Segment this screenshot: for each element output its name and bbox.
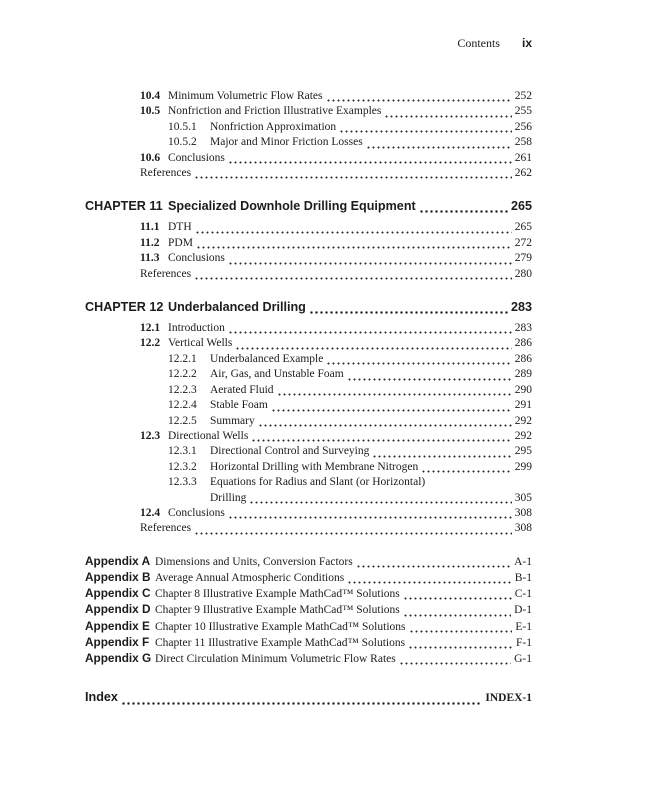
appendix-label: Appendix C: [85, 586, 151, 601]
toc-row-12-3-3-equations-for-radius-and-slant-or-horizontal: [85, 475, 532, 490]
toc-entry-title: Underbalanced Drilling: [168, 300, 306, 315]
toc-entry-number: 12.1: [140, 322, 161, 335]
toc-entry-title: Chapter 10 Illustrative Example MathCad™ Solutions: [155, 620, 406, 633]
toc-entry-number: 12.2: [140, 337, 161, 350]
dot-leader: [356, 564, 511, 568]
dot-leader: [339, 129, 512, 133]
toc-page-number: 286: [514, 352, 532, 365]
dot-leader: [384, 114, 511, 118]
toc-row-12-3-1-directional-control-and-surveying: [85, 444, 532, 459]
toc-entry-title: Average Annual Atmospheric Conditions: [155, 571, 345, 584]
dot-leader: [403, 596, 512, 600]
toc-entry-number: 12.2.1: [168, 352, 197, 365]
toc-entry-title: Stable Foam: [210, 399, 268, 412]
toc-page-number: 291: [514, 399, 532, 412]
chapter-label: CHAPTER 11: [85, 199, 163, 214]
toc-row-12-3-2-horizontal-drilling-with-membrane-nitrogen: [85, 460, 532, 475]
toc-page-number: 289: [514, 368, 532, 381]
dot-leader: [277, 392, 512, 396]
toc-page-number: 280: [514, 267, 532, 280]
dot-leader: [347, 580, 512, 584]
toc-row-references: [85, 166, 532, 181]
toc-entry-title: Chapter 9 Illustrative Example MathCad™ Solutions: [155, 604, 400, 617]
toc-row-10-5-2-major-and-minor-friction-losses: [85, 135, 532, 150]
dot-leader: [409, 629, 513, 633]
toc-page-number: 283: [514, 322, 532, 335]
toc-page-number: 258: [514, 136, 532, 149]
toc-row-appendix-f-chapter-11-illustrative-example-mathcad-solutions: [85, 635, 532, 651]
toc-page-number: F-1: [516, 636, 532, 649]
appendix-label: Appendix B: [85, 569, 151, 584]
toc-entry-number: 11.1: [140, 221, 160, 234]
toc-page-number: C-1: [514, 588, 532, 601]
toc-entry-number: 12.3: [140, 429, 161, 442]
toc-row-appendix-e-chapter-10-illustrative-example-mathcad-solutions: [85, 619, 532, 635]
running-header-title: Contents: [457, 36, 500, 50]
dot-leader: [366, 145, 512, 149]
dot-leader: [421, 469, 512, 473]
toc-page-number: 279: [514, 252, 532, 265]
toc-entry-number: 12.3.3: [168, 476, 197, 489]
dot-leader: [121, 701, 482, 705]
toc-row-appendix-d-chapter-9-illustrative-example-mathcad-solutions: [85, 602, 532, 618]
toc-entry-title: Dimensions and Units, Conversion Factors: [155, 555, 353, 568]
appendix-label: Appendix G: [85, 650, 152, 665]
toc-entry-title: Minimum Volumetric Flow Rates: [168, 90, 323, 102]
toc-entry-title: Air, Gas, and Unstable Foam: [210, 368, 344, 381]
toc-entry-number: 11.3: [140, 252, 160, 265]
dot-leader: [271, 408, 512, 412]
toc-row-12-4-conclusions: [85, 506, 532, 521]
toc-row-12-2-2-air-gas-and-unstable-foam: [85, 367, 532, 382]
toc-page-number: 308: [514, 506, 532, 519]
toc-row-appendix-g-direct-circulation-minimum-volumetric-flow-rates: [85, 651, 532, 667]
chapter-label: CHAPTER 12: [85, 300, 164, 315]
toc-entry-title: Chapter 8 Illustrative Example MathCad™ Solutions: [155, 588, 400, 601]
toc-entry-number: 10.5: [140, 105, 161, 118]
running-header: [457, 36, 532, 51]
dot-leader: [194, 276, 512, 280]
toc-row-drilling: [85, 491, 532, 506]
toc-entry-title: Nonfriction Approximation: [210, 120, 337, 133]
dot-leader: [249, 500, 511, 504]
toc-entry-title: Nonfriction and Friction Illustrative Examples: [168, 105, 382, 118]
toc-page-number: 292: [514, 429, 532, 442]
toc-row-appendix-c-chapter-8-illustrative-example-mathcad-solutions: [85, 586, 532, 602]
toc-row-appendix-b-average-annual-atmospheric-conditions: [85, 570, 532, 586]
spacer: [85, 537, 532, 554]
toc-row-12-2-5-summary: [85, 414, 532, 429]
toc-page-number: 299: [514, 460, 532, 473]
toc-row-11-3-conclusions: [85, 251, 532, 266]
toc-entry-title: Major and Minor Friction Losses: [210, 136, 363, 149]
toc-row-10-5-nonfriction-and-friction-illustrative-examples: [85, 104, 532, 119]
toc-page-number: INDEX-1: [485, 692, 532, 705]
dot-leader: [251, 438, 511, 442]
toc-entry-number: 12.3.1: [168, 445, 197, 458]
dot-leader: [399, 661, 511, 665]
dot-leader: [228, 515, 512, 519]
toc-row-chapter-11-specialized-downhole-drilling-equipment: [85, 198, 532, 215]
toc-entry-title: Conclusions: [168, 151, 225, 164]
toc-row-12-3-directional-wells: [85, 429, 532, 444]
toc-entry-number: 12.2.3: [168, 383, 197, 396]
dot-leader: [326, 98, 512, 102]
toc-entry-number: 12.2.2: [168, 368, 197, 381]
toc-entry-title: Specialized Downhole Drilling Equipment: [168, 199, 416, 214]
toc-page-number: 283: [510, 300, 532, 315]
dot-leader: [347, 377, 512, 381]
toc-row-references: [85, 521, 532, 536]
toc-page-number: 308: [514, 522, 532, 535]
dot-leader: [372, 454, 511, 458]
toc-entry-number: 12.3.2: [168, 460, 197, 473]
toc-page-number: E-1: [515, 620, 532, 633]
toc-page-number: 286: [514, 337, 532, 350]
toc-entry-number: 12.4: [140, 506, 161, 519]
toc-row-11-2-pdm: [85, 236, 532, 251]
running-header-page-number: ix: [521, 36, 532, 50]
dot-leader: [194, 175, 512, 179]
toc-page-number: 292: [514, 414, 532, 427]
appendix-label: Appendix D: [85, 602, 151, 617]
toc-row-11-1-dth: [85, 220, 532, 235]
toc-entry-title: Summary: [210, 414, 255, 427]
dot-leader: [309, 310, 508, 314]
spacer: [85, 181, 532, 198]
toc-entry-title: PDM: [168, 236, 193, 249]
toc-row-10-5-1-nonfriction-approximation: [85, 120, 532, 135]
dot-leader: [196, 245, 512, 249]
toc-entry-number: 10.4: [140, 90, 161, 102]
toc-entry-title: Directional Wells: [168, 429, 249, 442]
toc-row-12-2-vertical-wells: [85, 336, 532, 351]
dot-leader: [408, 645, 513, 649]
appendix-label: Appendix E: [85, 618, 150, 633]
toc-page-number: 272: [514, 236, 532, 249]
toc-page-number: 262: [514, 167, 532, 180]
toc-entry-title: Vertical Wells: [168, 337, 233, 350]
dot-leader: [194, 531, 512, 535]
toc-entry-title: Conclusions: [168, 506, 225, 519]
dot-leader: [235, 346, 511, 350]
toc-page-number: G-1: [514, 652, 532, 665]
toc-page-number: 255: [514, 105, 532, 118]
dot-leader: [403, 613, 511, 617]
toc-page-number: B-1: [514, 571, 532, 584]
toc-entry-number: 10.5.1: [168, 120, 197, 133]
toc-entry-title: Introduction: [168, 322, 225, 335]
toc-entry-title: References: [140, 267, 192, 280]
toc-entry-number: 12.2.4: [168, 399, 197, 412]
toc-entry-number: 10.5.2: [168, 136, 197, 149]
spacer: [85, 282, 532, 299]
toc-page-number: D-1: [514, 604, 532, 617]
toc-row-10-4-minimum-volumetric-flow-rates: [85, 89, 532, 104]
toc-page-number: 295: [514, 445, 532, 458]
toc-row-12-2-1-underbalanced-example: [85, 352, 532, 367]
appendix-label: Appendix A: [85, 553, 151, 568]
spacer: [85, 667, 532, 690]
toc-row-12-1-introduction: [85, 321, 532, 336]
toc-entry-title: Conclusions: [168, 252, 225, 265]
dot-leader: [228, 261, 512, 265]
toc-entry-title: Drilling: [210, 491, 247, 504]
toc-entry-title: Underbalanced Example: [210, 352, 324, 365]
toc-entry-title: Index: [85, 690, 118, 705]
toc-row-appendix-a-dimensions-and-units-conversion-factors: [85, 554, 532, 570]
toc-page-number: 252: [514, 90, 532, 102]
toc-row-references: [85, 267, 532, 282]
toc-page-number: 265: [510, 199, 532, 214]
dot-leader: [228, 330, 512, 334]
toc-row-chapter-12-underbalanced-drilling: [85, 299, 532, 316]
toc-entry-number: 12.2.5: [168, 414, 197, 427]
toc-entry-title: Chapter 11 Illustrative Example MathCad™ Solutions: [155, 636, 406, 649]
toc-page-number: 256: [514, 120, 532, 133]
toc-entry-title: DTH: [168, 221, 192, 234]
toc-entry-title: References: [140, 167, 192, 180]
toc-row-10-6-conclusions: [85, 151, 532, 166]
toc-entry-title: Directional Control and Surveying: [210, 445, 370, 458]
toc-page-number: 265: [514, 221, 532, 234]
toc-row-index: [85, 690, 532, 706]
toc-list: [85, 89, 532, 707]
toc-page-number: 305: [514, 491, 532, 504]
toc-entry-title: Equations for Radius and Slant (or Horizontal): [210, 476, 426, 489]
dot-leader: [195, 230, 512, 234]
dot-leader: [228, 160, 512, 164]
dot-leader: [419, 209, 508, 213]
toc-page-number: 261: [514, 151, 532, 164]
toc-entry-number: 11.2: [140, 236, 160, 249]
toc-row-12-2-3-aerated-fluid: [85, 383, 532, 398]
toc-entry-title: References: [140, 522, 192, 535]
toc-row-12-2-4-stable-foam: [85, 398, 532, 413]
appendix-label: Appendix F: [85, 634, 150, 649]
dot-leader: [326, 361, 511, 365]
toc-entry-title: Direct Circulation Minimum Volumetric Flow Rates: [155, 652, 396, 665]
toc-page-number: A-1: [514, 555, 532, 568]
dot-leader: [258, 423, 512, 427]
toc-entry-title: Horizontal Drilling with Membrane Nitrogen: [210, 460, 419, 473]
toc-entry-title: Aerated Fluid: [210, 383, 274, 396]
toc-entry-number: 10.6: [140, 151, 161, 164]
toc-page-number: 290: [514, 383, 532, 396]
